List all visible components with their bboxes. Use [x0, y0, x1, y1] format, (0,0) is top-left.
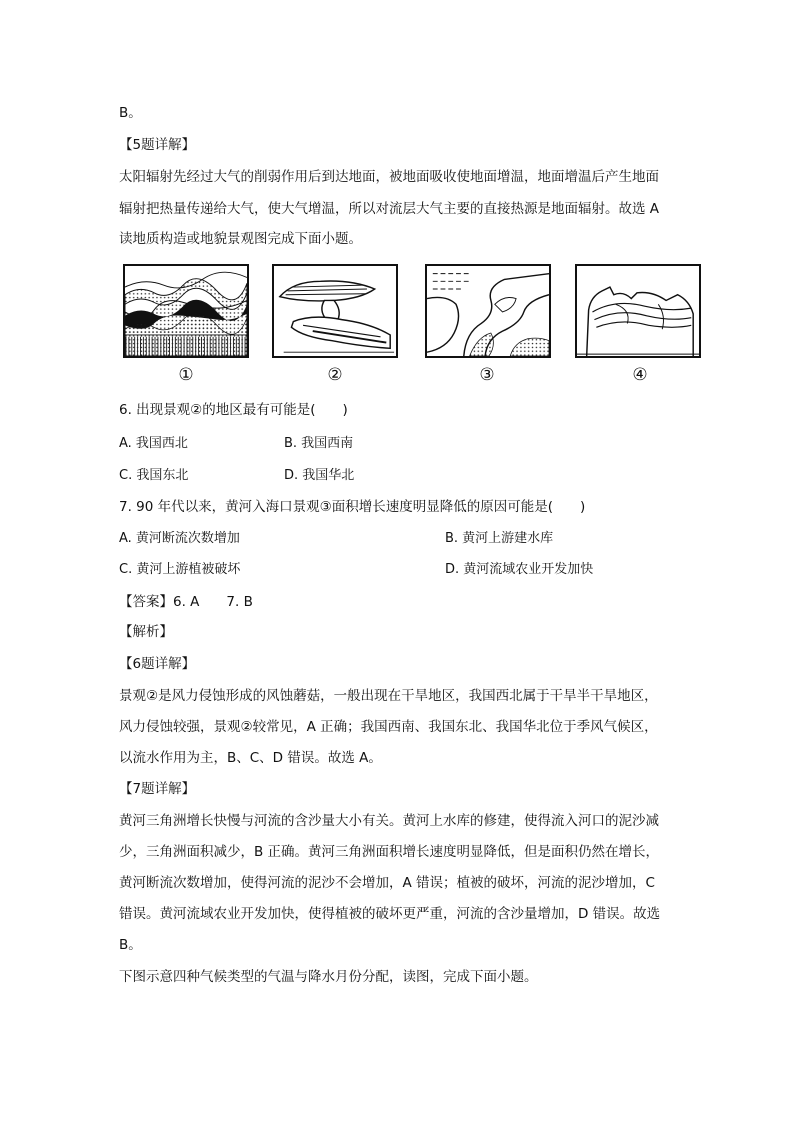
- q7-detail-line-4: 错误。黄河流域农业开发加快，使得植被的破坏更严重，河流的含沙量增加，D 错误。故选: [119, 906, 661, 922]
- q6-option-b[interactable]: B. 我国西南: [284, 436, 354, 451]
- mushroom-rock-icon: [272, 264, 398, 358]
- q7-detail-line-3: 黄河断流次数增加，使得河流的泥沙不会增加，A 错误；植被的破坏，河流的泥沙增加，C: [119, 875, 655, 891]
- q6-option-d[interactable]: D. 我国华北: [284, 468, 355, 483]
- answer-tail: B。: [119, 105, 142, 121]
- q7-detail-title: 【7题详解】: [119, 781, 196, 797]
- river-delta-icon: [425, 264, 551, 358]
- figure-label-1: ①: [178, 365, 194, 385]
- q7-detail-line-5: B。: [119, 937, 142, 953]
- figure-label-3: ③: [479, 365, 495, 385]
- answer-line: 【答案】6. A 7. B: [119, 594, 253, 610]
- q7-option-b[interactable]: B. 黄河上游建水库: [445, 531, 554, 546]
- q6-detail-line-2: 风力侵蚀较强，景观②较常见，A 正确；我国西南、我国东北、我国华北位于季风气候区，: [119, 719, 658, 735]
- q6-option-a[interactable]: A. 我国西北: [119, 436, 188, 451]
- next-question-intro: 下图示意四种气候类型的气温与降水月份分配，读图，完成下面小题。: [119, 969, 538, 985]
- q7-stem: 7. 90 年代以来，黄河入海口景观③面积增长速度明显降低的原因可能是( ): [119, 499, 586, 515]
- figure-intro: 读地质构造或地貌景观图完成下面小题。: [119, 231, 362, 247]
- q6-detail-title: 【6题详解】: [119, 656, 196, 672]
- rock-cliff-icon: [575, 264, 701, 358]
- q5-detail-title: 【5题详解】: [119, 137, 196, 153]
- q7-detail-line-1: 黄河三角洲增长快慢与河流的含沙量大小有关。黄河上水库的修建，使得流入河口的泥沙减: [119, 813, 659, 829]
- q6-detail-line-3: 以流水作用为主，B、C、D 错误。故选 A。: [119, 750, 382, 766]
- q7-option-c[interactable]: C. 黄河上游植被破坏: [119, 562, 241, 577]
- q7-detail-line-2: 少，三角洲面积减少，B 正确。黄河三角洲面积增长速度明显降低，但是面积仍然在增长，: [119, 844, 660, 860]
- analysis-title: 【解析】: [119, 624, 173, 640]
- q6-stem: 6. 出现景观②的地区最有可能是( ): [119, 402, 348, 418]
- q5-detail-line-1: 太阳辐射先经过大气的削弱作用后到达地面，被地面吸收使地面增温，地面增温后产生地面: [119, 169, 659, 185]
- figure-label-2: ②: [327, 365, 343, 385]
- q5-detail-line-2: 辐射把热量传递给大气，使大气增温，所以对流层大气主要的直接热源是地面辐射。故选 A: [119, 201, 660, 217]
- folded-strata-icon: [123, 264, 249, 358]
- q6-option-c[interactable]: C. 我国东北: [119, 468, 189, 483]
- q6-detail-line-1: 景观②是风力侵蚀形成的风蚀蘑菇，一般出现在干旱地区，我国西北属于干旱半干旱地区，: [119, 688, 658, 704]
- q7-option-a[interactable]: A. 黄河断流次数增加: [119, 531, 240, 546]
- figure-label-4: ④: [632, 365, 648, 385]
- q7-option-d[interactable]: D. 黄河流域农业开发加快: [445, 562, 594, 577]
